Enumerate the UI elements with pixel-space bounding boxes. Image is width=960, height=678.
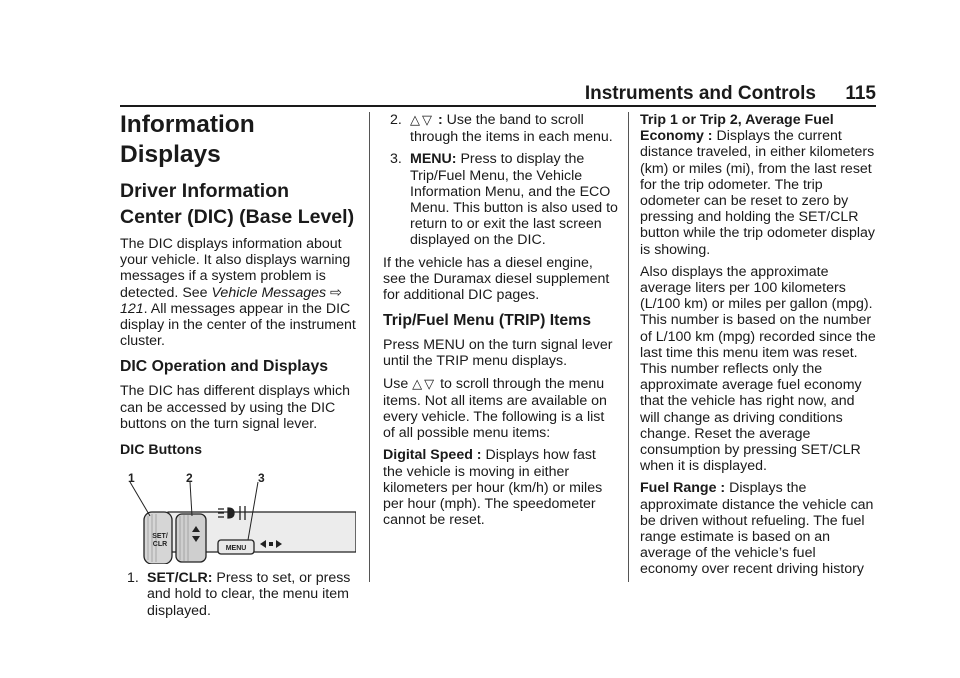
- trip-text: Displays the current distance traveled, in either kilometers (km) or miles (mi), from the last reset for the trip odometer. The trip odometer can be reset to zero by pressing and holding the SET/CLR button while the trip odometer display is showing.: [640, 128, 876, 258]
- column-2: [383, 110, 619, 528]
- trip-heading: Trip/Fuel Menu (TRIP) Items: [383, 312, 592, 330]
- column-divider: [628, 112, 629, 582]
- use-text: Use: [383, 375, 413, 392]
- dic-buttons-figure: [120, 472, 356, 564]
- range-paragraph: [640, 480, 876, 577]
- callout-2: 2: [186, 472, 193, 486]
- up-down-arrow-icon: △▽: [412, 376, 437, 392]
- list-item: [383, 151, 619, 248]
- buttons-heading: DIC Buttons: [120, 442, 202, 459]
- column-1: [120, 110, 356, 619]
- column-3: [640, 110, 876, 578]
- use-text-end: to scroll through the menu items. Not all items are available on every vehicle. The following is a list of all possible menu items:: [383, 375, 607, 442]
- cross-reference-link[interactable]: Vehicle Messages: [211, 284, 327, 301]
- set-label: SET/: [152, 533, 168, 541]
- page-number: 115: [845, 83, 876, 104]
- list-item: [120, 570, 356, 619]
- list-number: 2.: [390, 112, 402, 128]
- list-text: Press to set, or press and hold to clear, the menu item displayed.: [147, 570, 351, 619]
- section-title: Information Displays: [120, 111, 255, 168]
- speed-paragraph: [383, 447, 619, 528]
- trip-fuel-paragraph: [640, 112, 876, 258]
- subsection-title: Driver Information Center (DIC) (Base Level): [120, 180, 355, 228]
- list-number: 3.: [390, 151, 402, 168]
- intro-text-end: . All messages appear in the DIC display in the center of the instrument cluster.: [120, 300, 356, 350]
- header-section-title: Instruments and Controls: [584, 83, 816, 104]
- list-item: [383, 112, 619, 145]
- list-number: 1.: [127, 570, 139, 587]
- range-text: Displays the approximate distance the vehicle can be driven without refueling. The fuel range estimate is based on an average of the vehicle’s fuel economy over recent driving history: [640, 480, 874, 578]
- turn-signal-lever-illustration: [120, 472, 356, 564]
- callout-3: 3: [258, 472, 265, 486]
- intro-text: The DIC displays information about your vehicle. It also displays warning messages if a system problem is detected. See: [120, 236, 351, 301]
- diesel-paragraph: If the vehicle has a diesel engine, see the Duramax diesel supplement for additional DIC pages.: [383, 254, 610, 304]
- page-ref-icon: ⇨: [326, 284, 342, 301]
- avg-paragraph: Also displays the approximate average liters per 100 kilometers (L/100 km) or miles per gallon (mpg). This number is based on the number of L/100 km (mpg) recorded since the last time this menu item was reset. This number reflects only the approximate average fuel economy that the vehicle has right now, and will change as driving conditions change. Reset the average consumption by pressing SET/CLR when it is displayed.: [640, 263, 876, 475]
- speed-text: Displays how fast the vehicle is moving in either kilometers per hour (km/h) or miles per hour (mph). The speedometer cannot be reset.: [383, 447, 603, 529]
- trip-label: Trip 1 or Trip 2, Average Fuel Economy :: [640, 112, 834, 145]
- list-label: MENU:: [410, 151, 457, 168]
- list-text: Press to display the Trip/Fuel Menu, the Vehicle Information Menu, and the ECO Menu. This button is also used to return to or exit the last screen displayed on the DIC.: [410, 151, 618, 249]
- list-text: Use the band to scroll through the items in each menu.: [410, 112, 613, 146]
- callout-1: 1: [128, 472, 135, 486]
- use-paragraph: [383, 376, 619, 442]
- page-header: [580, 83, 876, 107]
- speed-label: Digital Speed :: [383, 447, 482, 464]
- list-label: SET/CLR:: [147, 570, 213, 587]
- clr-label: CLR: [152, 541, 168, 549]
- menu-label: MENU: [225, 545, 247, 553]
- trip-paragraph: Press MENU on the turn signal lever until the TRIP menu displays.: [383, 337, 613, 370]
- intro-paragraph: [120, 236, 356, 349]
- header-rule: [120, 105, 876, 107]
- cross-reference-page[interactable]: 121: [120, 300, 144, 317]
- list-label: :: [434, 112, 443, 128]
- ops-heading: DIC Operation and Displays: [120, 358, 329, 376]
- up-down-arrow-icon: △▽: [410, 113, 434, 128]
- column-divider: [369, 112, 370, 582]
- range-label: Fuel Range :: [640, 480, 726, 497]
- ops-paragraph: The DIC has different displays which can be accessed by using the DIC buttons on the turn signal lever.: [120, 383, 350, 432]
